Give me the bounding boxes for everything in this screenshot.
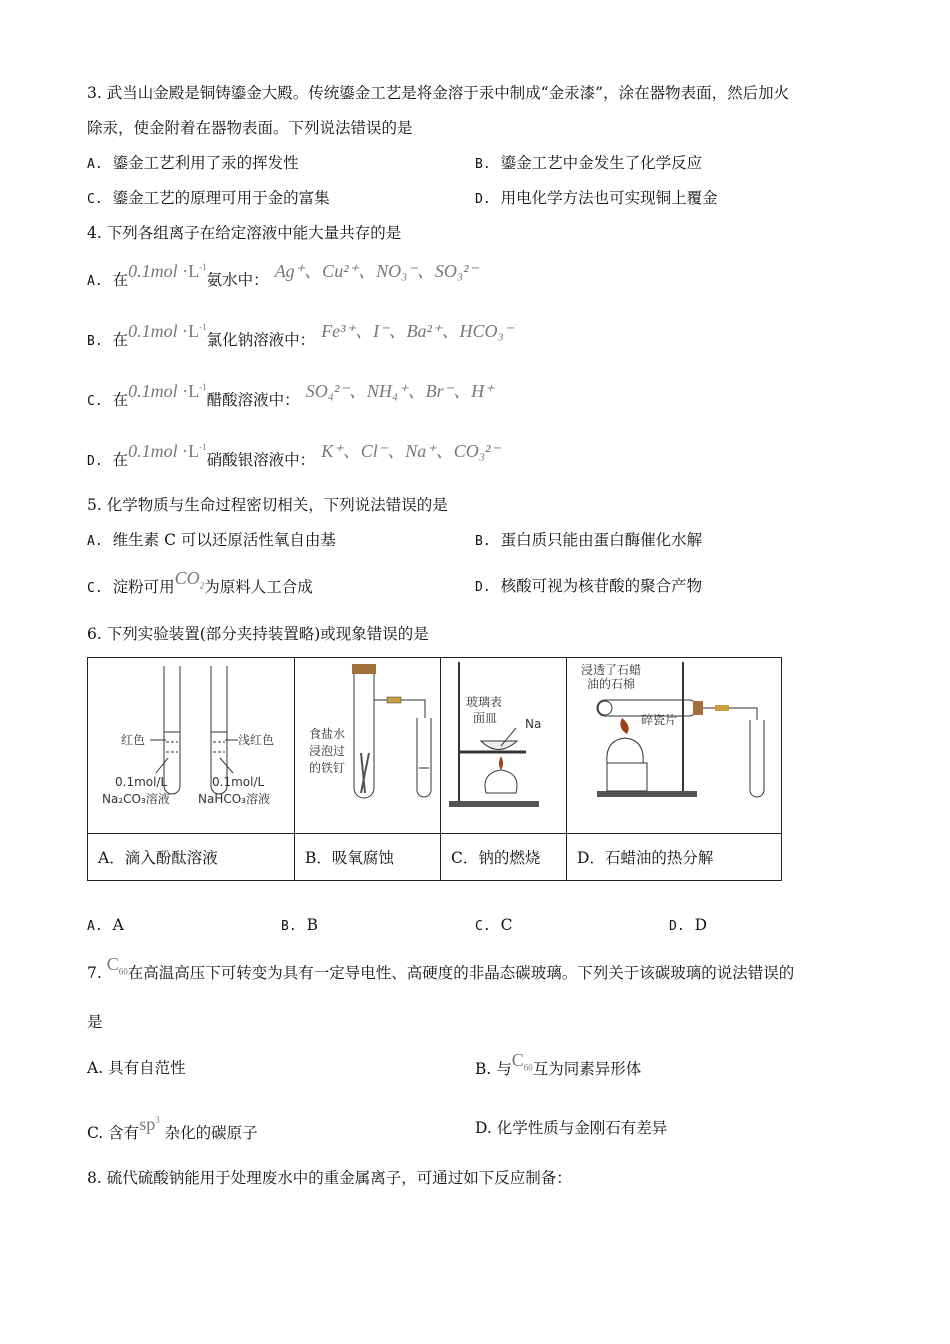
option-label: A. xyxy=(87,919,103,934)
concentration xyxy=(128,441,207,461)
label-na2co3: Na₂CO₃溶液 xyxy=(102,792,170,806)
label-porcelain-chips: 碎瓷片 xyxy=(641,713,678,727)
option-text: 维生素 C 可以还原活性氧自由基 xyxy=(112,531,336,549)
label-watch-glass-2: 面皿 xyxy=(473,711,498,725)
formula-text: sp xyxy=(139,1114,156,1134)
conc-unit: ·L xyxy=(182,381,200,401)
label-watch-glass: 玻璃表 xyxy=(466,695,503,709)
conc-exp: -1 xyxy=(199,322,207,332)
option-prefix: 在 xyxy=(112,451,129,469)
label-red: 红色 xyxy=(121,733,146,747)
caption-a: A．滴入酚酞溶液 xyxy=(88,834,295,881)
co2-formula xyxy=(174,568,205,591)
option-text: 鎏金工艺中金发生了化学反应 xyxy=(500,154,703,172)
q7-stem-line2: 是 xyxy=(87,1013,103,1031)
option-label: C. xyxy=(87,394,103,409)
q4-stem: 4. 下列各组离子在给定溶液中能大量共存的是 xyxy=(87,224,402,242)
formula-text: C xyxy=(106,954,119,974)
q4-option-b xyxy=(87,321,514,352)
label-salt-water: 食盐水 xyxy=(309,727,346,741)
option-text: 含有 xyxy=(108,1124,140,1142)
label-light-red: 浅红色 xyxy=(238,733,275,747)
conc-value: 0.1mol xyxy=(128,441,178,461)
option-text: C xyxy=(500,916,513,934)
iron-nail-corrosion-diagram xyxy=(295,658,440,829)
solution-name: 氯化钠溶液中： xyxy=(206,331,316,349)
conc-exp: -1 xyxy=(199,262,207,272)
formula-sup: 3 xyxy=(155,1115,160,1125)
option-label: D. xyxy=(475,192,491,207)
caption-d: D．石蜡油的热分解 xyxy=(567,834,782,881)
formula-text: CO xyxy=(174,568,200,588)
q6-stem: 6. 下列实验装置(部分夹持装置略)或现象错误的是 xyxy=(87,625,429,643)
option-prefix: 在 xyxy=(112,391,129,409)
option-label: B. xyxy=(87,334,103,349)
q3-option-b xyxy=(475,153,702,175)
option-label: A. xyxy=(87,1059,104,1077)
q7-stem xyxy=(87,954,795,990)
conc-value: 0.1mol xyxy=(128,261,178,281)
option-text: 淀粉可用 xyxy=(112,578,175,596)
label-na: Na xyxy=(525,717,542,731)
q3-option-c xyxy=(87,188,330,210)
formula-sub: 2 xyxy=(199,580,205,591)
conc-unit: ·L xyxy=(182,441,200,461)
option-text: 蛋白质只能由蛋白酶催化水解 xyxy=(500,531,703,549)
conc-value: 0.1mol xyxy=(128,381,178,401)
concentration xyxy=(128,321,207,341)
option-text: 用电化学方法也可实现铜上覆金 xyxy=(500,189,718,207)
option-text: B xyxy=(306,916,319,934)
label-asbestos-2: 油的石棉 xyxy=(587,677,636,691)
q7-option-b xyxy=(475,1050,642,1086)
solution-name: 氨水中： xyxy=(206,271,269,289)
option-text: 化学性质与金刚石有差异 xyxy=(496,1119,668,1137)
option-text: 鎏金工艺利用了汞的挥发性 xyxy=(112,154,299,172)
ion-list: K⁺、Cl⁻、Na⁺、CO₃²⁻ xyxy=(321,441,500,461)
q7-option-a xyxy=(87,1058,186,1078)
option-label: A. xyxy=(87,157,103,172)
q6-option-a xyxy=(87,915,124,937)
q3-stem-line1: 3. 武当山金殿是铜铸鎏金大殿。传统鎏金工艺是将金溶于汞中制成“金汞漆”，涂在器物表面，然后加火 xyxy=(87,84,790,102)
concentration xyxy=(128,261,207,281)
conc-unit: ·L xyxy=(182,261,200,281)
q7-number: 7. xyxy=(87,964,102,982)
sp3-formula xyxy=(139,1114,160,1134)
q5-option-b xyxy=(475,530,702,552)
q5-stem: 5. 化学物质与生命过程密切相关，下列说法错误的是 xyxy=(87,496,448,514)
option-text: 与 xyxy=(496,1060,512,1078)
option-label: D. xyxy=(475,580,491,595)
label-soaked: 浸泡过 xyxy=(309,744,346,758)
option-text: 杂化的碳原子 xyxy=(164,1124,258,1142)
caption-c: C．钠的燃烧 xyxy=(441,834,567,881)
figure-a xyxy=(88,658,295,834)
q6-option-b xyxy=(281,915,318,937)
caption-b: B．吸氧腐蚀 xyxy=(295,834,441,881)
option-label: C. xyxy=(87,192,103,207)
q7-option-c xyxy=(87,1114,258,1143)
concentration xyxy=(128,381,207,401)
c60-formula xyxy=(106,954,128,977)
q6-option-c xyxy=(475,915,513,937)
option-label: A. xyxy=(87,274,103,289)
solution-name: 硝酸银溶液中： xyxy=(206,451,316,469)
label-asbestos: 浸透了石蜡 xyxy=(581,663,642,677)
formula-text: C xyxy=(511,1050,524,1070)
conc-unit: ·L xyxy=(182,321,200,341)
test-tubes-diagram xyxy=(88,658,294,829)
conc-exp: -1 xyxy=(199,442,207,452)
option-text: D xyxy=(694,916,708,934)
option-text: 核酸可视为核苷酸的聚合产物 xyxy=(500,577,703,595)
q3-option-d xyxy=(475,188,718,210)
figure-b xyxy=(295,658,441,834)
option-text: 互为同素异形体 xyxy=(532,1060,642,1078)
label-conc: 0.1mol/L xyxy=(115,775,168,789)
conc-exp: -1 xyxy=(199,382,207,392)
q8-stem: 8. 硫代硫酸钠能用于处理废水中的重金属离子，可通过如下反应制备： xyxy=(87,1169,572,1187)
option-text: 鎏金工艺的原理可用于金的富集 xyxy=(112,189,330,207)
option-prefix: 在 xyxy=(112,271,129,289)
formula-sub: 60 xyxy=(523,1062,533,1073)
q6-apparatus-table xyxy=(87,657,782,881)
option-label: D. xyxy=(87,454,103,469)
q4-option-d xyxy=(87,441,500,472)
option-prefix: 在 xyxy=(112,331,129,349)
option-label: C. xyxy=(87,581,103,596)
ion-list: Fe³⁺、I⁻、Ba²⁺、HCO₃⁻ xyxy=(321,321,514,341)
option-label: B. xyxy=(475,534,491,549)
conc-value: 0.1mol xyxy=(128,321,178,341)
label-nahco3: NaHCO₃溶液 xyxy=(198,792,270,806)
option-label: C. xyxy=(475,919,491,934)
q5-option-c xyxy=(87,568,313,604)
option-label: B. xyxy=(475,157,491,172)
option-text: 为原料人工合成 xyxy=(204,578,313,596)
figure-c xyxy=(441,658,567,834)
q3-stem-line2: 除汞，使金附着在器物表面。下列说法错误的是 xyxy=(87,119,413,137)
option-label: C. xyxy=(87,1124,104,1142)
figure-d xyxy=(567,658,782,834)
q5-option-a xyxy=(87,530,336,552)
label-iron-nail: 的铁钉 xyxy=(309,761,346,775)
formula-sub: 60 xyxy=(118,966,128,977)
q3-option-a xyxy=(87,153,299,175)
q4-option-c xyxy=(87,381,494,412)
sodium-combustion-diagram xyxy=(441,658,566,829)
solution-name: 醋酸溶液中： xyxy=(206,391,300,409)
option-text: A xyxy=(112,916,124,934)
ion-list: SO₄²⁻、NH₄⁺、Br⁻、H⁺ xyxy=(305,381,494,401)
paraffin-decomposition-diagram xyxy=(567,658,781,829)
label-conc: 0.1mol/L xyxy=(212,775,265,789)
c60-formula xyxy=(511,1050,533,1073)
q4-option-a xyxy=(87,261,479,292)
option-text: 具有自范性 xyxy=(108,1059,186,1077)
option-label: A. xyxy=(87,534,103,549)
option-label: B. xyxy=(281,919,297,934)
q5-option-d xyxy=(475,576,702,598)
option-label: B. xyxy=(475,1060,492,1078)
q7-option-d xyxy=(475,1118,667,1138)
q7-stem-text: 在高温高压下可转变为具有一定导电性、高硬度的非晶态碳玻璃。下列关于该碳玻璃的说法错误的 xyxy=(127,964,795,982)
q6-option-d xyxy=(669,915,707,937)
option-label: D. xyxy=(669,919,685,934)
ion-list: Ag⁺、Cu²⁺、NO₃⁻、SO₃²⁻ xyxy=(274,261,479,281)
option-label: D. xyxy=(475,1119,492,1137)
